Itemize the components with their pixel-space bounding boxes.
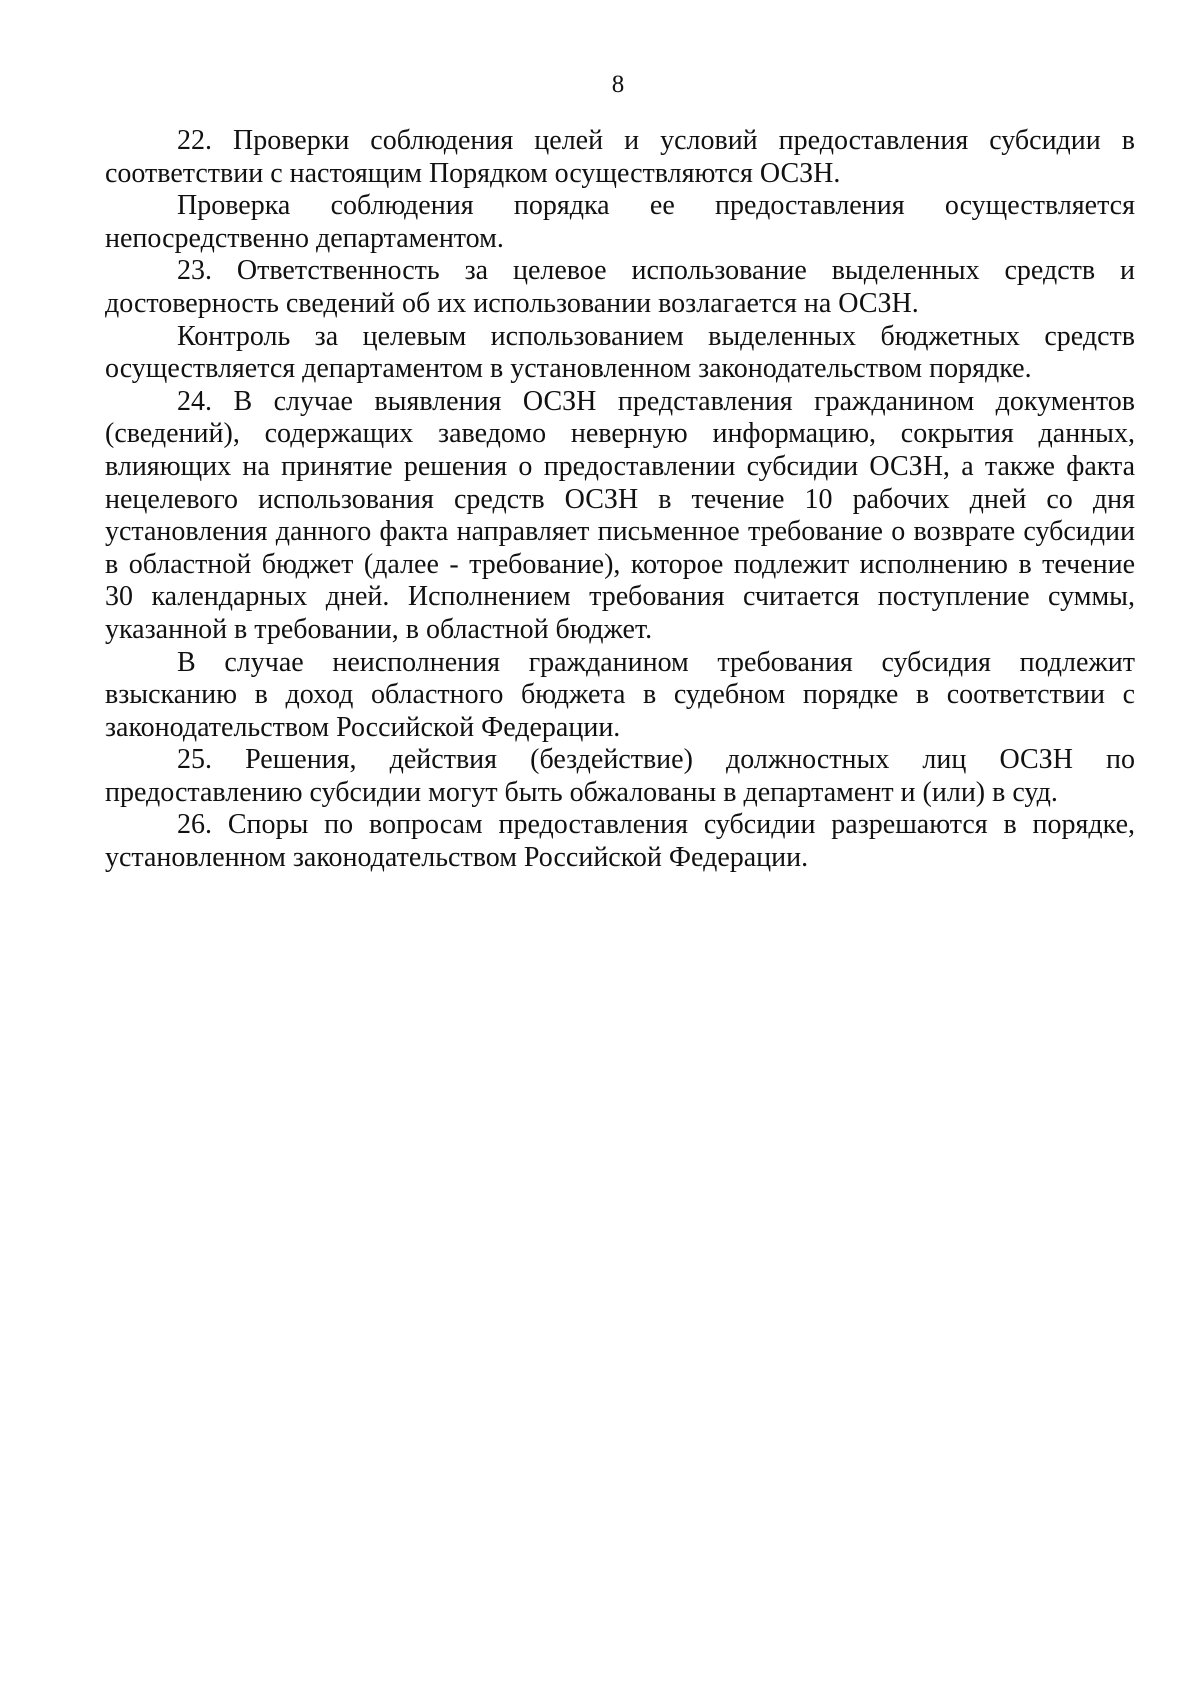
paragraph-23-continued: Контроль за целевым использованием выделенных бюджетных средств осуществляется департаментом в установленном законодательством порядке.	[105, 320, 1135, 385]
paragraph-22-continued: Проверка соблюдения порядка ее предоставления осуществляется непосредственно департаментом.	[105, 190, 1135, 254]
page-number: 8	[611, 71, 625, 98]
paragraph-24-continued: В случае неисполнения гражданином требования субсидия подлежит взысканию в доход областного бюджета в судебном порядке в соответствии с законодательством Российской Федерации.	[105, 646, 1135, 743]
paragraph-25: 25. Решения, действия (бездействие) должностных лиц ОСЗН по предоставлению субсидии могут быть обжалованы в департамент и (или) в суд.	[105, 744, 1135, 808]
paragraph-24: 24. В случае выявления ОСЗН представления гражданином документов (сведений), содержащих заведомо неверную информацию, сокрытия данных, влияющих на принятие решения о предоставлении субсидии ОСЗН, а также факта нецелевого использования средств ОСЗН в течение 10 рабочих дней со дня установления данного факта направляет письменное требование о возврате субсидии в областной бюджет (далее - требование), которое подлежит исполнению в течение 30 календарных дней. Исполнением требования считается поступление суммы, указанной в требовании, в областной бюджет.	[105, 385, 1135, 645]
paragraph-23: 23. Ответственность за целевое использование выделенных средств и достоверность сведений об их использовании возлагается на ОСЗН.	[105, 255, 1135, 319]
document-body	[105, 125, 1135, 875]
paragraph-26: 26. Споры по вопросам предоставления субсидии разрешаются в порядке, установленном законодательством Российской Федерации.	[105, 809, 1135, 874]
paragraph-22: 22. Проверки соблюдения целей и условий предоставления субсидии в соответствии с настоящим Порядком осуществляются ОСЗН.	[105, 125, 1135, 189]
